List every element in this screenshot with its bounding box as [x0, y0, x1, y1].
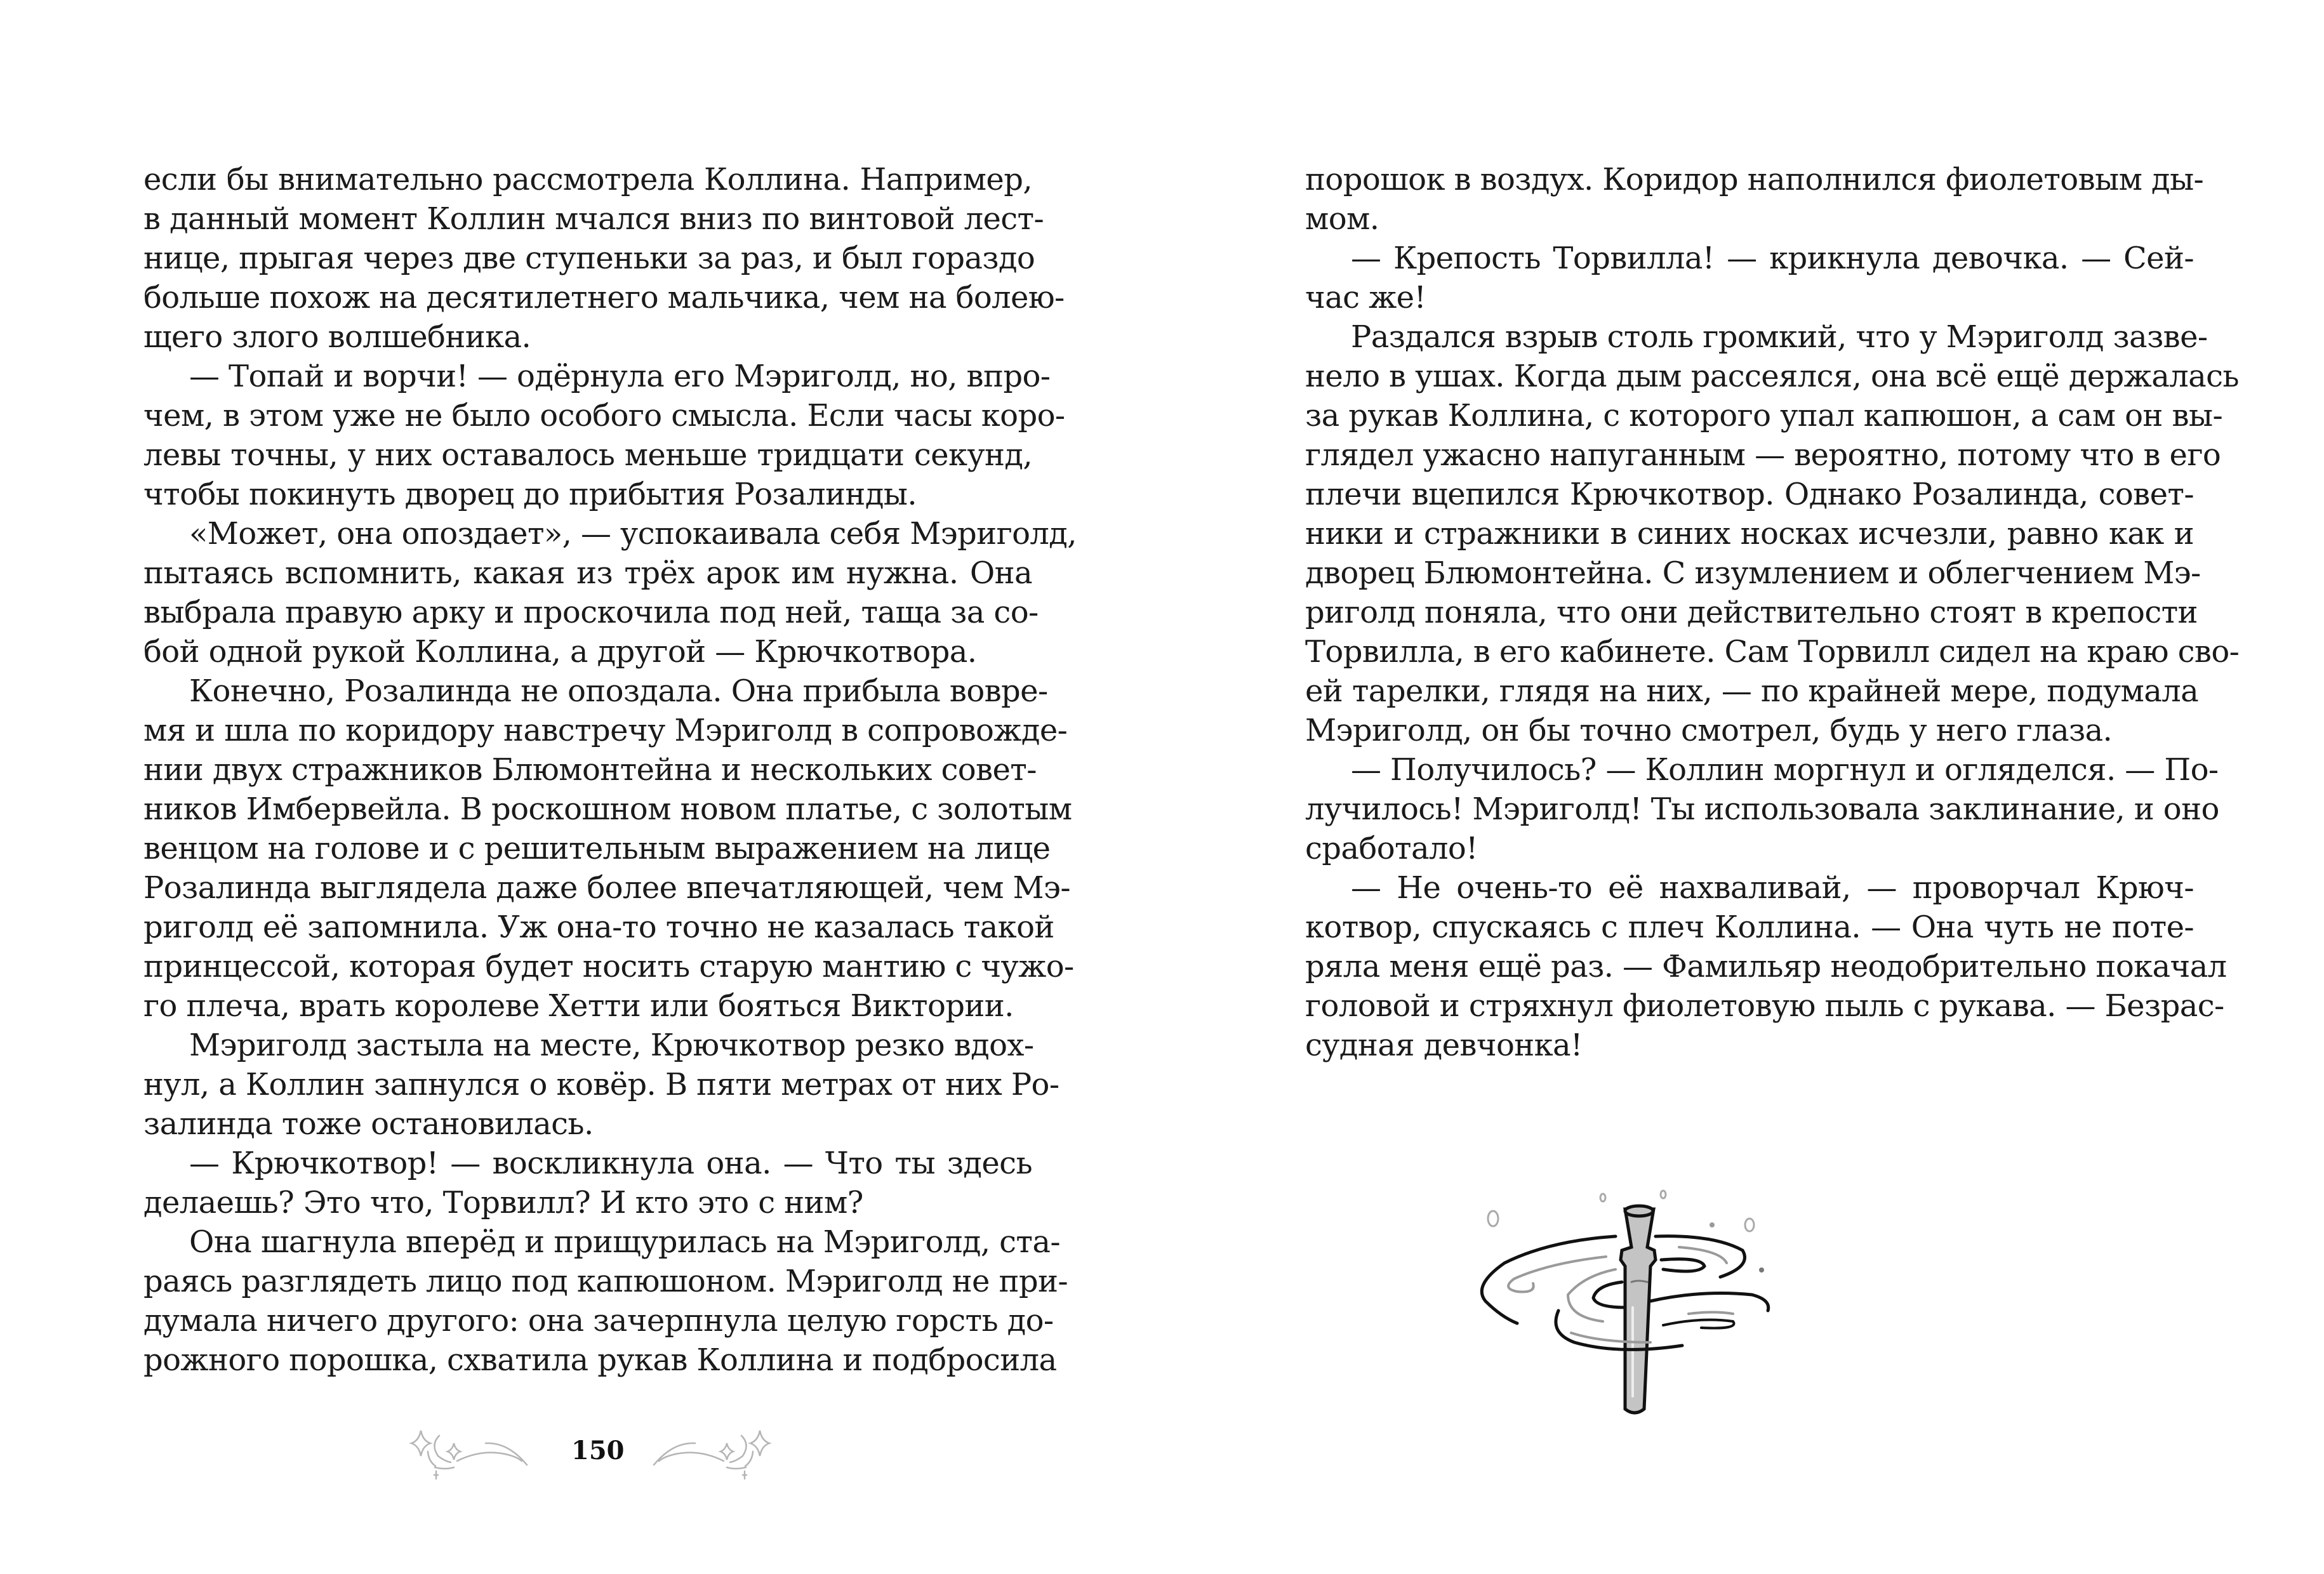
- right-page-text: [1305, 160, 2240, 1065]
- text-line: левы точны, у них оставалось меньше тридцати секунд,: [143, 437, 1032, 473]
- text-line: залинда тоже остановилась.: [143, 1106, 594, 1142]
- text-line: Раздался взрыв столь громкий, что у Мэриголд зазве-: [1351, 319, 2208, 355]
- text-line: Конечно, Розалинда не опоздала. Она прибыла вовре-: [189, 673, 1048, 709]
- text-line: в данный момент Коллин мчался вниз по винтовой лест-: [143, 201, 1044, 237]
- text-line: венцом на голове и с решительным выражением на лице: [143, 831, 1051, 866]
- text-line: — Топай и ворчи! — одёрнула его Мэриголд, но, впро-: [189, 359, 1051, 394]
- text-line: — Получилось? — Коллин моргнул и огляделся. — По-: [1351, 752, 2219, 788]
- test-tube-swirl-icon: [1473, 1180, 2044, 1447]
- text-line: делаешь? Это что, Торвилл? И кто это с ним?: [143, 1185, 863, 1220]
- text-line: выбрала правую арку и проскочила под ней, таща за со-: [143, 595, 1039, 630]
- text-line: Она шагнула вперёд и прищурилась на Мэриголд, ста-: [189, 1224, 1061, 1260]
- text-line: думала ничего другого: она зачерпнула целую горсть до-: [143, 1303, 1054, 1339]
- text-line: бой одной рукой Коллина, а другой — Крючкотвора.: [143, 634, 977, 670]
- text-line: Розалинда выглядела даже более впечатляющей, чем Мэ-: [143, 870, 1070, 906]
- text-line: — Не очень-то её нахваливай, — проворчал Крюч-: [1351, 870, 2194, 906]
- text-line: ей тарелки, глядя на них, — по крайней мере, подумала: [1305, 673, 2199, 709]
- text-line: «Может, она опоздает», — успокаивала себя Мэриголд,: [189, 516, 1077, 552]
- text-line: больше похож на десятилетнего мальчика, чем на болею-: [143, 280, 1065, 315]
- text-line: судная девчонка!: [1305, 1028, 1583, 1063]
- text-line: Торвилла, в его кабинете. Сам Торвилл сидел на краю сво-: [1305, 634, 2240, 670]
- text-line: нии двух стражников Блюмонтейна и нескольких совет-: [143, 752, 1037, 788]
- right-flourish-icon: [628, 1417, 781, 1486]
- text-line: если бы внимательно рассмотрела Коллина. Например,: [143, 162, 1032, 197]
- text-line: го плеча, врать королеве Хетти или бояться Виктории.: [143, 988, 1014, 1024]
- page-number: 150: [571, 1436, 625, 1465]
- left-page-text: [143, 160, 1077, 1380]
- text-line: котвор, спускаясь с плеч Коллина. — Она чуть не поте-: [1305, 909, 2194, 945]
- page-footer: [400, 1417, 781, 1493]
- text-line: нице, прыгая через две ступеньки за раз, и был гораздо: [143, 241, 1035, 276]
- text-line: ники и стражники в синих носках исчезли, равно как и: [1305, 516, 2194, 552]
- text-line: раясь разглядеть лицо под капюшоном. Мэриголд не при-: [143, 1264, 1068, 1299]
- text-line: пытаясь вспомнить, какая из трёх арок им нужна. Она: [143, 555, 1032, 591]
- text-line: за рукав Коллина, с которого упал капюшон, а сам он вы-: [1305, 398, 2223, 433]
- text-line: — Крючкотвор! — воскликнула она. — Что ты здесь: [189, 1146, 1032, 1181]
- text-line: рожного порошка, схватила рукав Коллина и подбросила: [143, 1342, 1057, 1378]
- text-line: плечи вцепился Крючкотвор. Однако Розалинда, совет-: [1305, 477, 2194, 512]
- text-line: мом.: [1305, 201, 1379, 237]
- text-line: ряла меня ещё раз. — Фамильяр неодобрительно покачал: [1305, 949, 2227, 984]
- text-line: Мэриголд застыла на месте, Крючкотвор резко вдох-: [189, 1028, 1034, 1063]
- text-line: нул, а Коллин запнулся о ковёр. В пяти метрах от них Ро-: [143, 1067, 1059, 1102]
- text-line: Мэриголд, он бы точно смотрел, будь у него глаза.: [1305, 713, 2113, 748]
- text-line: нело в ушах. Когда дым рассеялся, она всё ещё держалась: [1305, 359, 2239, 394]
- text-line: ников Имбервейла. В роскошном новом платье, с золотым: [143, 791, 1072, 827]
- text-line: риголд поняла, что они действительно стоят в крепости: [1305, 595, 2198, 630]
- text-line: риголд её запомнила. Уж она-то точно не казалась такой: [143, 909, 1054, 945]
- text-line: глядел ужасно напуганным — вероятно, потому что в его: [1305, 437, 2221, 473]
- text-line: час же!: [1305, 280, 1426, 315]
- text-line: принцессой, которая будет носить старую мантию с чужо-: [143, 949, 1074, 984]
- text-line: дворец Блюмонтейна. С изумлением и облегчением Мэ-: [1305, 555, 2201, 591]
- text-line: чем, в этом уже не было особого смысла. Если часы коро-: [143, 398, 1065, 433]
- text-line: головой и стряхнул фиолетовую пыль с рукава. — Безрас-: [1305, 988, 2224, 1024]
- text-line: мя и шла по коридору навстречу Мэриголд в сопровожде-: [143, 713, 1068, 748]
- text-line: сработало!: [1305, 831, 1478, 866]
- text-line: лучилось! Мэриголд! Ты использовала заклинание, и оно: [1305, 791, 2219, 827]
- text-line: щего злого волшебника.: [143, 319, 531, 355]
- left-flourish-icon: [400, 1417, 552, 1486]
- text-line: — Крепость Торвилла! — крикнула девочка. — Сей-: [1351, 241, 2194, 276]
- text-line: порошок в воздух. Коридор наполнился фиолетовым ды-: [1305, 162, 2204, 197]
- text-line: чтобы покинуть дворец до прибытия Розалинды.: [143, 477, 917, 512]
